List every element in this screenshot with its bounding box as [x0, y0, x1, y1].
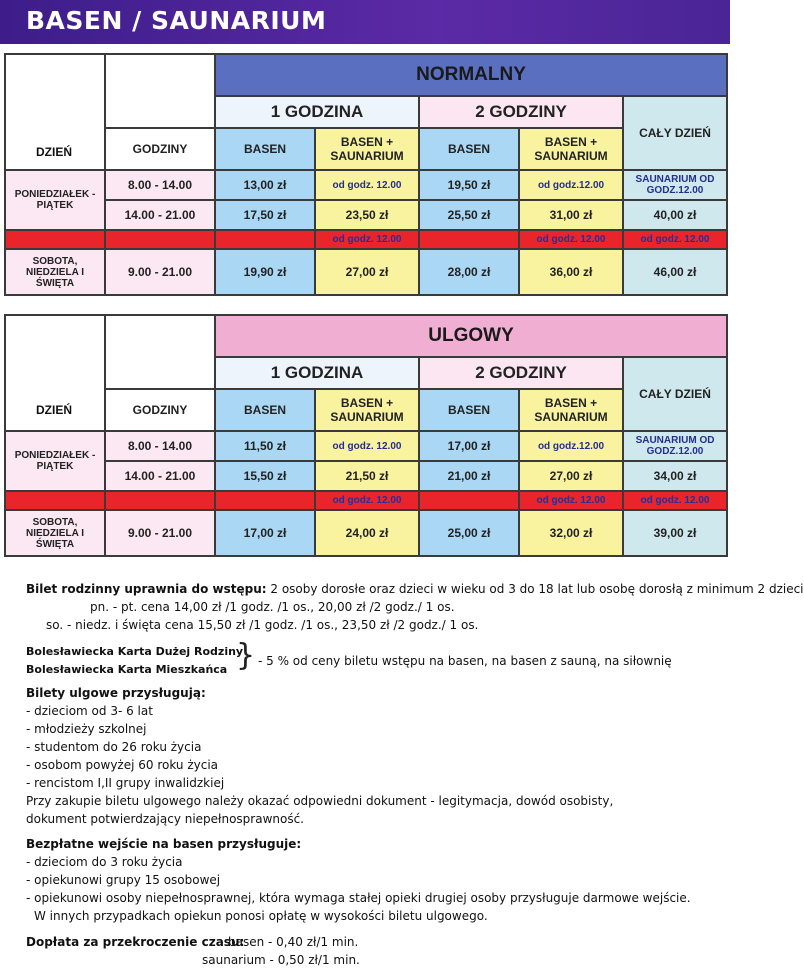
basen-header: BASEN — [215, 389, 315, 431]
overtime-label: Dopłata za przekroczenie czasu: — [26, 935, 245, 949]
title-banner — [0, 0, 730, 44]
hours-cell: 8.00 - 14.00 — [105, 431, 215, 461]
all-day-header: CAŁY DZIEŃ — [623, 96, 727, 170]
card-resident: Bolesławiecka Karta Mieszkańca — [26, 663, 228, 676]
card-big-family: Bolesławiecka Karta Dużej Rodziny — [26, 645, 244, 658]
note-cell: od godz.12.00 — [519, 431, 623, 461]
reduced-item: - dzieciom od 3- 6 lat — [26, 704, 153, 718]
hours-header: GODZINY — [105, 128, 215, 170]
note-cell: od godz. 12.00 — [519, 230, 623, 249]
reduced-heading: Bilety ulgowe przysługują: — [26, 686, 206, 700]
hours-cell: 14.00 - 21.00 — [105, 200, 215, 230]
basen-sauna-header: BASEN + SAUNARIUM — [519, 389, 623, 431]
one-hour-header: 1 GODZINA — [215, 96, 419, 128]
tariff-header: ULGOWY — [215, 315, 727, 357]
overtime-basen: basen - 0,40 zł/1 min. — [228, 935, 359, 949]
hours-cell: 9.00 - 21.00 — [105, 510, 215, 556]
basen-sauna-header: BASEN + SAUNARIUM — [519, 128, 623, 170]
basen-header: BASEN — [215, 128, 315, 170]
corner-cell — [105, 315, 215, 389]
weekday-label: PONIEDZIAŁEK - PIĄTEK — [5, 431, 105, 491]
free-item: - opiekunowi grupy 15 osobowej — [26, 873, 221, 887]
price-cell: 19,50 zł — [419, 170, 519, 200]
price-cell: 24,00 zł — [315, 510, 419, 556]
free-item: - opiekunowi osoby niepełnosprawnej, która wymaga stałej opieki drugiej osoby przysługuje darmowe wejście. — [26, 891, 691, 905]
note-cell: od godz. 12.00 — [315, 431, 419, 461]
basen-sauna-header: BASEN + SAUNARIUM — [315, 128, 419, 170]
price-cell: 21,50 zł — [315, 461, 419, 491]
reduced-item: - osobom powyżej 60 roku życia — [26, 758, 219, 772]
price-cell: 17,50 zł — [215, 200, 315, 230]
one-hour-header: 1 GODZINA — [215, 357, 419, 389]
hours-cell: 9.00 - 21.00 — [105, 249, 215, 295]
hours-header: GODZINY — [105, 389, 215, 431]
price-cell: 25,00 zł — [419, 510, 519, 556]
free-item: - dzieciom do 3 roku życia — [26, 855, 183, 869]
page-title: BASEN / SAUNARIUM — [26, 6, 327, 35]
reduced-item: - studentom do 26 roku życia — [26, 740, 202, 754]
day-header: DZIEŃ — [36, 145, 72, 159]
price-cell: 17,00 zł — [215, 510, 315, 556]
free-note: W innych przypadkach opiekun ponosi opłatę w wysokości biletu ulgowego. — [34, 909, 488, 923]
weekend-label: SOBOTA, NIEDZIELA I ŚWIĘTA — [5, 510, 105, 556]
price-cell: 31,00 zł — [519, 200, 623, 230]
basen-sauna-header: BASEN + SAUNARIUM — [315, 389, 419, 431]
weekend-label: SOBOTA, NIEDZIELA I ŚWIĘTA — [5, 249, 105, 295]
price-cell: 19,90 zł — [215, 249, 315, 295]
hours-cell: 14.00 - 21.00 — [105, 461, 215, 491]
note-cell: od godz. 12.00 — [315, 230, 419, 249]
card-discount: - 5 % od ceny biletu wstępu na basen, na basen z sauną, na siłownię — [258, 654, 672, 668]
brace-icon: } — [236, 638, 256, 673]
hours-cell: 8.00 - 14.00 — [105, 170, 215, 200]
reduced-item: - młodzieży szkolnej — [26, 722, 147, 736]
price-cell: 40,00 zł — [623, 200, 727, 230]
price-cell: 13,00 zł — [215, 170, 315, 200]
note-cell: SAUNARIUM OD GODZ.12.00 — [623, 170, 727, 200]
price-cell: 27,00 zł — [315, 249, 419, 295]
basen-header: BASEN — [419, 389, 519, 431]
price-cell: 11,50 zł — [215, 431, 315, 461]
price-table-reduced — [4, 314, 728, 557]
day-header: DZIEŃ — [36, 403, 72, 417]
price-cell: 15,50 zł — [215, 461, 315, 491]
price-cell: 17,00 zł — [419, 431, 519, 461]
family-ticket-line: Bilet rodzinny uprawnia do wstępu: 2 osoby dorosłe oraz dzieci w wieku od 3 do 18 lat lub osobę dorosłą z minimum 2 dzieci — [26, 582, 804, 596]
reduced-document-note: dokument potwierdzający niepełnosprawność. — [26, 812, 304, 826]
price-cell: 32,00 zł — [519, 510, 623, 556]
all-day-header: CAŁY DZIEŃ — [623, 357, 727, 431]
note-cell: od godz. 12.00 — [315, 170, 419, 200]
weekday-label: PONIEDZIAŁEK - PIĄTEK — [5, 170, 105, 230]
reduced-item: - rencistom I,II grupy inwalidzkiej — [26, 776, 225, 790]
price-cell: 36,00 zł — [519, 249, 623, 295]
note-cell: od godz. 12.00 — [519, 491, 623, 510]
separator-row — [5, 230, 727, 249]
reduced-document-note: Przy zakupie biletu ulgowego należy okazać odpowiedni dokument - legitymacja, dowód osobisty, — [26, 794, 614, 808]
note-cell: od godz.12.00 — [519, 170, 623, 200]
price-cell: 39,00 zł — [623, 510, 727, 556]
price-cell: 25,50 zł — [419, 200, 519, 230]
family-weekend-price: so. - niedz. i święta cena 15,50 zł /1 godz. /1 os., 23,50 zł /2 godz./ 1 os. — [46, 618, 479, 632]
two-hours-header: 2 GODZINY — [419, 96, 623, 128]
family-weekday-price: pn. - pt. cena 14,00 zł /1 godz. /1 os., 20,00 zł /2 godz./ 1 os. — [90, 600, 455, 614]
note-cell: SAUNARIUM OD GODZ.12.00 — [623, 431, 727, 461]
two-hours-header: 2 GODZINY — [419, 357, 623, 389]
price-cell: 27,00 zł — [519, 461, 623, 491]
overtime-sauna: saunarium - 0,50 zł/1 min. — [202, 953, 360, 967]
price-table-normal — [4, 53, 728, 296]
note-cell: od godz. 12.00 — [315, 491, 419, 510]
price-cell: 34,00 zł — [623, 461, 727, 491]
corner-cell — [105, 54, 215, 128]
free-heading: Bezpłatne wejście na basen przysługuje: — [26, 837, 302, 851]
price-cell: 21,00 zł — [419, 461, 519, 491]
note-cell: od godz. 12.00 — [623, 230, 727, 249]
price-cell: 46,00 zł — [623, 249, 727, 295]
basen-header: BASEN — [419, 128, 519, 170]
price-cell: 28,00 zł — [419, 249, 519, 295]
tariff-header: NORMALNY — [215, 54, 727, 96]
note-cell: od godz. 12.00 — [623, 491, 727, 510]
separator-row — [5, 491, 727, 510]
price-cell: 23,50 zł — [315, 200, 419, 230]
